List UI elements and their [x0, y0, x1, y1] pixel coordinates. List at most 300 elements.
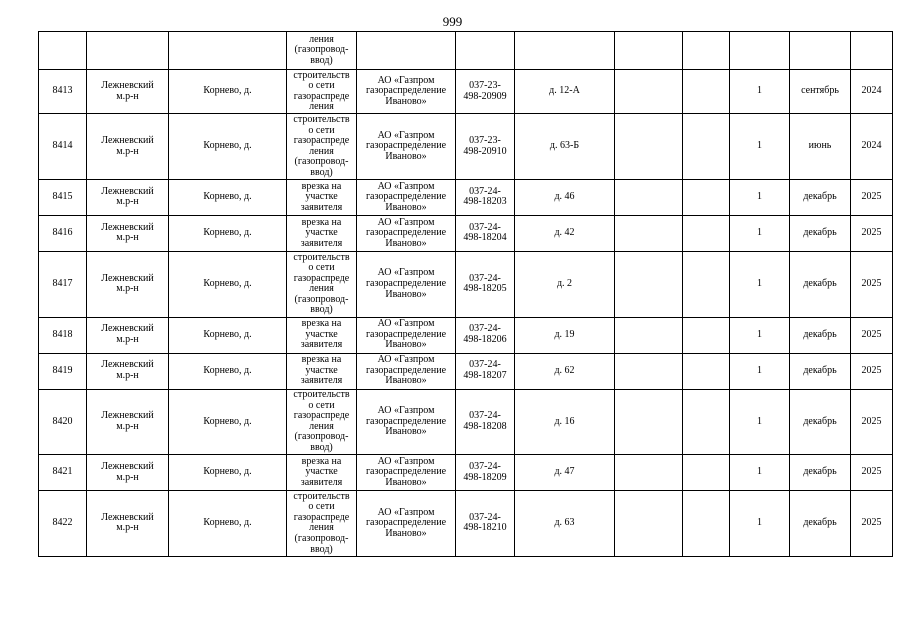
year-line: 2025 [861, 191, 882, 203]
cell-month [790, 491, 851, 557]
work-line: ления [309, 420, 334, 432]
district-line: Лежневский [101, 511, 154, 523]
org-line: газораспределение [365, 191, 447, 203]
cell-org [357, 32, 456, 70]
cell-num [39, 179, 87, 215]
work-line: заявителя [300, 201, 343, 213]
cell-contract [456, 114, 515, 180]
org-line: газораспределение [365, 415, 447, 427]
work-line: участке [305, 466, 338, 478]
cell-district [87, 455, 169, 491]
cell-year [851, 70, 893, 114]
cell-district [87, 491, 169, 557]
work-line: газораспреде [293, 511, 350, 523]
work-line: участке [305, 364, 338, 376]
cell-year [851, 114, 893, 180]
contract-line: 037-24- [469, 410, 501, 422]
address-line: д. 2 [556, 277, 573, 289]
contract-line: 037-24- [469, 461, 501, 473]
table-row [39, 215, 893, 251]
cell-num [39, 455, 87, 491]
contract-line: 498-18209 [463, 471, 507, 483]
address-line: д. 12-А [549, 85, 580, 97]
table-row [39, 491, 893, 557]
work-line: ввод) [310, 166, 333, 178]
page-number: 999 [442, 14, 463, 29]
org-line: АО «Газпром [377, 506, 435, 518]
work-line: ления [309, 33, 334, 45]
num-line: 8422 [52, 517, 73, 529]
work-line: врезка на [301, 318, 342, 330]
work-line: строительств [293, 113, 350, 125]
work-line: газораспреде [293, 272, 350, 284]
org-line: газораспределение [365, 277, 447, 289]
cell-address [515, 251, 615, 317]
count-line: 1 [757, 466, 762, 478]
org-line: Иваново» [385, 237, 427, 249]
num-line: 8415 [52, 191, 73, 203]
cell-address [515, 32, 615, 70]
locality-line: Корнево, д. [203, 227, 252, 239]
address-line: д. 63-Б [549, 140, 580, 152]
cell-count [730, 32, 790, 70]
cell-district [87, 353, 169, 389]
contract-line: 037-24- [469, 221, 501, 233]
org-line: газораспределение [365, 328, 447, 340]
year-line: 2025 [861, 328, 882, 340]
cell-address [515, 70, 615, 114]
cell-contract [456, 215, 515, 251]
org-line: Иваново» [385, 426, 427, 438]
cell-month [790, 179, 851, 215]
district-line: м.р-н [116, 471, 139, 483]
contract-line: 498-18203 [463, 196, 507, 208]
num-line: 8418 [52, 328, 73, 340]
district-line: Лежневский [101, 323, 154, 335]
count-line: 1 [757, 277, 762, 289]
cell-month [790, 455, 851, 491]
cell-address [515, 491, 615, 557]
cell-address [515, 389, 615, 455]
cell-contract [456, 353, 515, 389]
work-line: (газопровод- [294, 293, 349, 305]
cell-empty [683, 251, 730, 317]
year-line: 2024 [861, 140, 882, 152]
cell-district [87, 215, 169, 251]
locality-line: Корнево, д. [203, 140, 252, 152]
contract-line: 498-18210 [463, 522, 507, 534]
cell-work [287, 491, 357, 557]
locality-line: Корнево, д. [203, 517, 252, 529]
cell-org [357, 455, 456, 491]
month-line: декабрь [803, 227, 837, 239]
org-line: газораспределение [365, 364, 447, 376]
contract-line: 037-24- [469, 511, 501, 523]
cell-num [39, 32, 87, 70]
cell-contract [456, 455, 515, 491]
cell-locality [169, 389, 287, 455]
cell-work [287, 114, 357, 180]
address-line: д. 62 [554, 364, 575, 376]
org-line: АО «Газпром [377, 267, 435, 279]
locality-line: Корнево, д. [203, 328, 252, 340]
locality-line: Корнево, д. [203, 415, 252, 427]
work-line: ления [309, 101, 334, 113]
cell-num [39, 389, 87, 455]
org-line: Иваново» [385, 95, 427, 107]
district-line: Лежневский [101, 135, 154, 147]
cell-work [287, 317, 357, 353]
cell-year [851, 455, 893, 491]
cell-work [287, 389, 357, 455]
district-line: м.р-н [116, 196, 139, 208]
org-line: Иваново» [385, 375, 427, 387]
district-line: м.р-н [116, 145, 139, 157]
cell-work [287, 32, 357, 70]
cell-empty [615, 491, 683, 557]
cell-empty [615, 114, 683, 180]
month-line: декабрь [803, 466, 837, 478]
cell-num [39, 114, 87, 180]
cell-district [87, 389, 169, 455]
month-line: декабрь [803, 191, 837, 203]
count-line: 1 [757, 140, 762, 152]
work-line: ления [309, 283, 334, 295]
cell-count [730, 251, 790, 317]
cell-month [790, 317, 851, 353]
cell-month [790, 353, 851, 389]
year-line: 2025 [861, 227, 882, 239]
cell-empty [615, 455, 683, 491]
org-line: АО «Газпром [377, 404, 435, 416]
locality-line: Корнево, д. [203, 277, 252, 289]
cell-locality [169, 353, 287, 389]
district-line: м.р-н [116, 334, 139, 346]
cell-num [39, 215, 87, 251]
work-line: (газопровод- [294, 533, 349, 545]
cell-contract [456, 32, 515, 70]
cell-locality [169, 70, 287, 114]
cell-locality [169, 491, 287, 557]
cell-year [851, 215, 893, 251]
work-line: о сети [308, 262, 335, 274]
work-line: ввод) [310, 442, 333, 454]
year-line: 2025 [861, 517, 882, 529]
num-line: 8414 [52, 140, 73, 152]
org-line: Иваново» [385, 476, 427, 488]
cell-org [357, 389, 456, 455]
address-line: д. 19 [554, 328, 575, 340]
org-line: АО «Газпром [377, 180, 435, 192]
cell-org [357, 215, 456, 251]
work-line: о сети [308, 80, 335, 92]
work-line: ввод) [310, 543, 333, 555]
district-line: Лежневский [101, 272, 154, 284]
work-line: участке [305, 328, 338, 340]
work-line: строительств [293, 389, 350, 401]
cell-empty [615, 353, 683, 389]
cell-num [39, 251, 87, 317]
cell-org [357, 70, 456, 114]
count-line: 1 [757, 415, 762, 427]
cell-district [87, 32, 169, 70]
table-row [39, 353, 893, 389]
work-line: врезка на [301, 180, 342, 192]
work-line: газораспреде [293, 90, 350, 102]
cell-month [790, 32, 851, 70]
address-line: д. 63 [554, 517, 575, 529]
locality-line: Корнево, д. [203, 466, 252, 478]
address-line: д. 46 [554, 191, 575, 203]
cell-work [287, 353, 357, 389]
month-line: декабрь [803, 328, 837, 340]
contract-line: 498-18208 [463, 420, 507, 432]
count-line: 1 [757, 85, 762, 97]
cell-num [39, 353, 87, 389]
cell-empty [615, 70, 683, 114]
cell-empty [683, 32, 730, 70]
org-line: АО «Газпром [377, 216, 435, 228]
cell-count [730, 70, 790, 114]
contract-line: 498-18206 [463, 334, 507, 346]
cell-locality [169, 251, 287, 317]
cell-month [790, 389, 851, 455]
cell-year [851, 32, 893, 70]
org-line: газораспределение [365, 466, 447, 478]
count-line: 1 [757, 328, 762, 340]
work-line: участке [305, 191, 338, 203]
cell-count [730, 389, 790, 455]
cell-locality [169, 179, 287, 215]
work-line: газораспреде [293, 135, 350, 147]
contract-line: 037-24- [469, 323, 501, 335]
work-line: ления [309, 145, 334, 157]
org-line: АО «Газпром [377, 129, 435, 141]
cell-empty [615, 251, 683, 317]
org-line: газораспределение [365, 517, 447, 529]
cell-contract [456, 491, 515, 557]
work-line: врезка на [301, 354, 342, 366]
locality-line: Корнево, д. [203, 85, 252, 97]
contract-line: 037-24- [469, 185, 501, 197]
district-line: м.р-н [116, 90, 139, 102]
table-row [39, 114, 893, 180]
count-line: 1 [757, 227, 762, 239]
month-line: сентябрь [801, 85, 839, 97]
cell-year [851, 491, 893, 557]
district-line: Лежневский [101, 221, 154, 233]
count-line: 1 [757, 191, 762, 203]
cell-empty [615, 215, 683, 251]
cell-month [790, 251, 851, 317]
address-line: д. 42 [554, 227, 575, 239]
cell-address [515, 455, 615, 491]
work-line: (газопровод- [294, 431, 349, 443]
cell-empty [683, 491, 730, 557]
address-line: д. 16 [554, 415, 575, 427]
cell-address [515, 114, 615, 180]
cell-work [287, 70, 357, 114]
num-line: 8417 [52, 277, 73, 289]
cell-locality [169, 455, 287, 491]
cell-empty [683, 215, 730, 251]
cell-count [730, 455, 790, 491]
continuation-row [39, 32, 893, 70]
org-line: Иваново» [385, 527, 427, 539]
cell-empty [615, 32, 683, 70]
cell-address [515, 215, 615, 251]
work-line: ввод) [310, 304, 333, 316]
cell-month [790, 215, 851, 251]
num-line: 8416 [52, 227, 73, 239]
cell-count [730, 179, 790, 215]
cell-empty [683, 389, 730, 455]
cell-address [515, 317, 615, 353]
work-line: заявителя [300, 375, 343, 387]
year-line: 2025 [861, 277, 882, 289]
cell-contract [456, 70, 515, 114]
cell-year [851, 251, 893, 317]
gasification-table [38, 31, 893, 557]
table-row [39, 179, 893, 215]
cell-locality [169, 32, 287, 70]
cell-num [39, 491, 87, 557]
cell-num [39, 317, 87, 353]
work-line: ления [309, 522, 334, 534]
num-line: 8419 [52, 364, 73, 376]
cell-district [87, 114, 169, 180]
month-line: декабрь [803, 277, 837, 289]
cell-locality [169, 317, 287, 353]
month-line: декабрь [803, 517, 837, 529]
org-line: газораспределение [365, 140, 447, 152]
district-line: м.р-н [116, 370, 139, 382]
cell-locality [169, 215, 287, 251]
contract-line: 498-20909 [463, 90, 507, 102]
cell-contract [456, 389, 515, 455]
district-line: м.р-н [116, 420, 139, 432]
contract-line: 498-20910 [463, 145, 507, 157]
work-line: о сети [308, 399, 335, 411]
contract-line: 037-24- [469, 272, 501, 284]
year-line: 2024 [861, 85, 882, 97]
cell-district [87, 251, 169, 317]
district-line: Лежневский [101, 185, 154, 197]
cell-locality [169, 114, 287, 180]
cell-district [87, 70, 169, 114]
org-line: АО «Газпром [377, 74, 435, 86]
cell-month [790, 114, 851, 180]
locality-line: Корнево, д. [203, 191, 252, 203]
district-line: м.р-н [116, 522, 139, 534]
cell-district [87, 179, 169, 215]
table-row [39, 317, 893, 353]
cell-year [851, 389, 893, 455]
cell-org [357, 491, 456, 557]
org-line: Иваново» [385, 339, 427, 351]
cell-org [357, 114, 456, 180]
contract-line: 498-18204 [463, 232, 507, 244]
org-line: газораспределение [365, 227, 447, 239]
contract-line: 037-24- [469, 359, 501, 371]
work-line: строительств [293, 251, 350, 263]
cell-count [730, 491, 790, 557]
table-row [39, 70, 893, 114]
work-line: ввод) [310, 54, 333, 66]
work-line: заявителя [300, 339, 343, 351]
num-line: 8413 [52, 85, 73, 97]
org-line: АО «Газпром [377, 455, 435, 467]
contract-line: 498-18207 [463, 370, 507, 382]
cell-contract [456, 179, 515, 215]
work-line: (газопровод- [294, 156, 349, 168]
table-row [39, 455, 893, 491]
cell-empty [615, 179, 683, 215]
district-line: Лежневский [101, 80, 154, 92]
count-line: 1 [757, 364, 762, 376]
work-line: заявителя [300, 237, 343, 249]
cell-count [730, 215, 790, 251]
cell-district [87, 317, 169, 353]
work-line: участке [305, 227, 338, 239]
cell-month [790, 70, 851, 114]
locality-line: Корнево, д. [203, 364, 252, 376]
year-line: 2025 [861, 415, 882, 427]
cell-address [515, 179, 615, 215]
contract-line: 498-18205 [463, 283, 507, 295]
num-line: 8420 [52, 415, 73, 427]
work-line: (газопровод- [294, 44, 349, 56]
cell-work [287, 215, 357, 251]
cell-empty [683, 179, 730, 215]
contract-line: 037-23- [469, 80, 501, 92]
work-line: о сети [308, 124, 335, 136]
cell-work [287, 251, 357, 317]
month-line: декабрь [803, 364, 837, 376]
cell-org [357, 251, 456, 317]
year-line: 2025 [861, 466, 882, 478]
table-row [39, 389, 893, 455]
work-line: врезка на [301, 216, 342, 228]
org-line: газораспределение [365, 85, 447, 97]
num-line: 8421 [52, 466, 73, 478]
cell-year [851, 353, 893, 389]
cell-empty [683, 317, 730, 353]
work-line: строительств [293, 69, 350, 81]
work-line: врезка на [301, 455, 342, 467]
work-line: о сети [308, 501, 335, 513]
cell-empty [683, 114, 730, 180]
cell-org [357, 353, 456, 389]
cell-count [730, 317, 790, 353]
cell-count [730, 353, 790, 389]
cell-org [357, 179, 456, 215]
table-body [39, 32, 893, 557]
cell-address [515, 353, 615, 389]
month-line: июнь [808, 140, 832, 152]
org-line: Иваново» [385, 201, 427, 213]
cell-year [851, 179, 893, 215]
count-line: 1 [757, 517, 762, 529]
cell-count [730, 114, 790, 180]
district-line: м.р-н [116, 232, 139, 244]
month-line: декабрь [803, 415, 837, 427]
org-line: АО «Газпром [377, 354, 435, 366]
district-line: м.р-н [116, 283, 139, 295]
cell-empty [615, 389, 683, 455]
cell-work [287, 455, 357, 491]
cell-empty [683, 455, 730, 491]
